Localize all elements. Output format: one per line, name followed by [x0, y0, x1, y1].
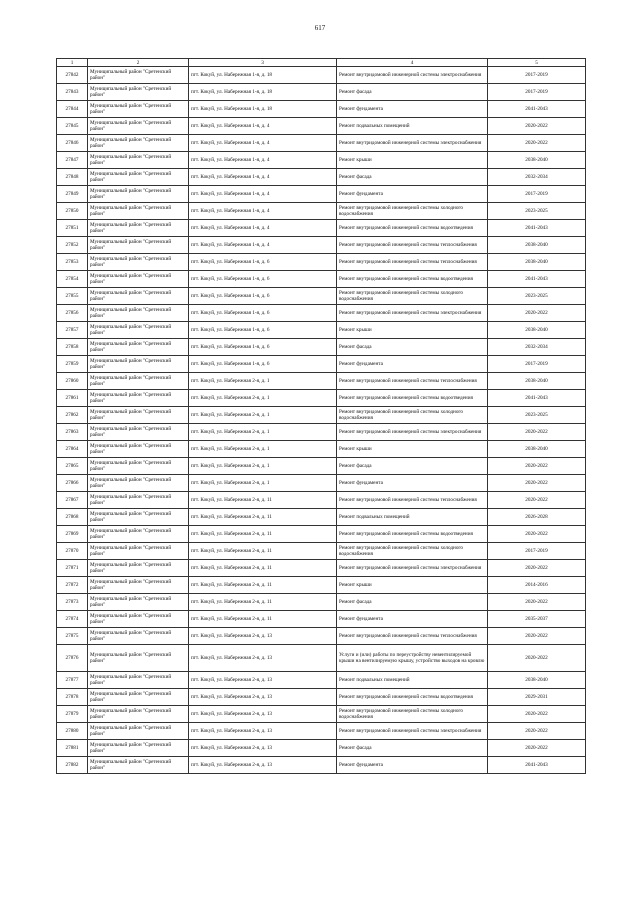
table-row	[57, 152, 586, 169]
address-cell: пгт. Кокуй, ул. Набережная 2-я, д. 11	[189, 577, 337, 594]
address-cell: пгт. Кокуй, ул. Набережная 1-я, д. 6	[189, 305, 337, 322]
municipality-cell: Муниципальный район "Сретенский район"	[88, 152, 189, 169]
table-row	[57, 492, 586, 509]
table-row	[57, 526, 586, 543]
table-row	[57, 356, 586, 373]
work-type-cell: Ремонт внутридомовой инженерной системы водоотведения	[337, 271, 488, 288]
period-cell: 2038-2040	[488, 373, 586, 390]
work-type-cell: Ремонт фасада	[337, 169, 488, 186]
table-row	[57, 322, 586, 339]
column-header: 3	[189, 59, 337, 67]
period-cell: 2038-2040	[488, 254, 586, 271]
row-number: 27859	[57, 356, 88, 373]
row-number: 27848	[57, 169, 88, 186]
period-cell: 2020-2022	[488, 706, 586, 723]
period-cell: 2038-2040	[488, 152, 586, 169]
row-number: 27845	[57, 118, 88, 135]
period-cell: 2020-2022	[488, 723, 586, 740]
address-cell: пгт. Кокуй, ул. Набережная 2-я, д. 13	[189, 740, 337, 757]
period-cell: 2017-2019	[488, 84, 586, 101]
table-row	[57, 339, 586, 356]
municipality-cell: Муниципальный район "Сретенский район"	[88, 757, 189, 774]
work-type-cell: Ремонт внутридомовой инженерной системы водоотведения	[337, 390, 488, 407]
municipality-cell: Муниципальный район "Сретенский район"	[88, 611, 189, 628]
work-type-cell: Ремонт внутридомовой инженерной системы электроснабжения	[337, 135, 488, 152]
municipality-cell: Муниципальный район "Сретенский район"	[88, 441, 189, 458]
work-type-cell: Ремонт фасада	[337, 740, 488, 757]
address-cell: пгт. Кокуй, ул. Набережная 2-я, д. 11	[189, 543, 337, 560]
row-number: 27864	[57, 441, 88, 458]
period-cell: 2020-2022	[488, 645, 586, 672]
municipality-cell: Муниципальный район "Сретенский район"	[88, 220, 189, 237]
table-row	[57, 390, 586, 407]
table-row	[57, 118, 586, 135]
address-cell: пгт. Кокуй, ул. Набережная 2-я, д. 13	[189, 706, 337, 723]
table-row	[57, 186, 586, 203]
period-cell: 2020-2022	[488, 560, 586, 577]
address-cell: пгт. Кокуй, ул. Набережная 1-я, д. 4	[189, 169, 337, 186]
work-type-cell: Ремонт крыши	[337, 152, 488, 169]
period-cell: 2032-2034	[488, 339, 586, 356]
row-number: 27882	[57, 757, 88, 774]
table-row	[57, 220, 586, 237]
work-type-cell: Ремонт фундамента	[337, 186, 488, 203]
municipality-cell: Муниципальный район "Сретенский район"	[88, 492, 189, 509]
municipality-cell: Муниципальный район "Сретенский район"	[88, 237, 189, 254]
municipality-cell: Муниципальный район "Сретенский район"	[88, 135, 189, 152]
row-number: 27877	[57, 672, 88, 689]
work-type-cell: Ремонт внутридомовой инженерной системы водоотведения	[337, 220, 488, 237]
work-type-cell: Ремонт внутридомовой инженерной системы теплоснабжения	[337, 373, 488, 390]
period-cell: 2041-2043	[488, 101, 586, 118]
work-type-cell: Ремонт внутридомовой инженерной системы электроснабжения	[337, 723, 488, 740]
period-cell: 2038-2040	[488, 441, 586, 458]
row-number: 27852	[57, 237, 88, 254]
address-cell: пгт. Кокуй, ул. Набережная 2-я, д. 11	[189, 526, 337, 543]
row-number: 27879	[57, 706, 88, 723]
row-number: 27862	[57, 407, 88, 424]
address-cell: пгт. Кокуй, ул. Набережная 1-я, д. 4	[189, 118, 337, 135]
table-row	[57, 577, 586, 594]
work-type-cell: Ремонт фасада	[337, 339, 488, 356]
row-number: 27854	[57, 271, 88, 288]
address-cell: пгт. Кокуй, ул. Набережная 1-я, д. 18	[189, 101, 337, 118]
period-cell: 2038-2040	[488, 237, 586, 254]
municipality-cell: Муниципальный район "Сретенский район"	[88, 101, 189, 118]
address-cell: пгт. Кокуй, ул. Набережная 2-я, д. 13	[189, 689, 337, 706]
address-cell: пгт. Кокуй, ул. Набережная 1-я, д. 6	[189, 322, 337, 339]
column-header: 5	[488, 59, 586, 67]
municipality-cell: Муниципальный район "Сретенский район"	[88, 84, 189, 101]
address-cell: пгт. Кокуй, ул. Набережная 2-я, д. 11	[189, 560, 337, 577]
address-cell: пгт. Кокуй, ул. Набережная 2-я, д. 11	[189, 492, 337, 509]
table-row	[57, 594, 586, 611]
table-row	[57, 271, 586, 288]
municipality-cell: Муниципальный район "Сретенский район"	[88, 672, 189, 689]
municipality-cell: Муниципальный район "Сретенский район"	[88, 543, 189, 560]
address-cell: пгт. Кокуй, ул. Набережная 2-я, д. 1	[189, 475, 337, 492]
table-row	[57, 645, 586, 672]
work-type-cell: Ремонт внутридомовой инженерной системы водоотведения	[337, 526, 488, 543]
table-header-row	[57, 59, 586, 67]
table-row	[57, 560, 586, 577]
table-row	[57, 509, 586, 526]
table-row	[57, 84, 586, 101]
period-cell: 2020-2022	[488, 475, 586, 492]
table-row	[57, 628, 586, 645]
work-type-cell: Ремонт внутридомовой инженерной системы холодного водоснабжения	[337, 288, 488, 305]
municipality-cell: Муниципальный район "Сретенский район"	[88, 271, 189, 288]
work-type-cell: Ремонт внутридомовой инженерной системы электроснабжения	[337, 305, 488, 322]
table-row	[57, 611, 586, 628]
address-cell: пгт. Кокуй, ул. Набережная 2-я, д. 1	[189, 390, 337, 407]
row-number: 27858	[57, 339, 88, 356]
row-number: 27849	[57, 186, 88, 203]
row-number: 27860	[57, 373, 88, 390]
row-number: 27850	[57, 203, 88, 220]
municipality-cell: Муниципальный район "Сретенский район"	[88, 475, 189, 492]
table-row	[57, 757, 586, 774]
row-number: 27861	[57, 390, 88, 407]
address-cell: пгт. Кокуй, ул. Набережная 2-я, д. 1	[189, 373, 337, 390]
municipality-cell: Муниципальный район "Сретенский район"	[88, 740, 189, 757]
period-cell: 2017-2019	[488, 356, 586, 373]
table-row	[57, 237, 586, 254]
address-cell: пгт. Кокуй, ул. Набережная 1-я, д. 4	[189, 203, 337, 220]
row-number: 27857	[57, 322, 88, 339]
row-number: 27847	[57, 152, 88, 169]
municipality-cell: Муниципальный район "Сретенский район"	[88, 594, 189, 611]
table-row	[57, 475, 586, 492]
work-type-cell: Ремонт крыши	[337, 322, 488, 339]
table-row	[57, 254, 586, 271]
table-row	[57, 706, 586, 723]
work-type-cell: Ремонт внутридомовой инженерной системы электроснабжения	[337, 424, 488, 441]
row-number: 27866	[57, 475, 88, 492]
municipality-cell: Муниципальный район "Сретенский район"	[88, 339, 189, 356]
period-cell: 2023-2025	[488, 288, 586, 305]
period-cell: 2020-2022	[488, 740, 586, 757]
work-type-cell: Ремонт внутридомовой инженерной системы холодного водоснабжения	[337, 407, 488, 424]
work-type-cell: Ремонт внутридомовой инженерной системы теплоснабжения	[337, 492, 488, 509]
municipality-cell: Муниципальный район "Сретенский район"	[88, 706, 189, 723]
municipality-cell: Муниципальный район "Сретенский район"	[88, 390, 189, 407]
period-cell: 2023-2025	[488, 407, 586, 424]
row-number: 27874	[57, 611, 88, 628]
row-number: 27873	[57, 594, 88, 611]
work-type-cell: Ремонт внутридомовой инженерной системы теплоснабжения	[337, 254, 488, 271]
period-cell: 2020-2022	[488, 305, 586, 322]
period-cell: 2020-2022	[488, 628, 586, 645]
address-cell: пгт. Кокуй, ул. Набережная 1-я, д. 18	[189, 67, 337, 84]
work-type-cell: Ремонт подвальных помещений	[337, 118, 488, 135]
address-cell: пгт. Кокуй, ул. Набережная 2-я, д. 1	[189, 441, 337, 458]
work-type-cell: Ремонт внутридомовой инженерной системы водоотведения	[337, 689, 488, 706]
municipality-cell: Муниципальный район "Сретенский район"	[88, 407, 189, 424]
work-type-cell: Ремонт внутридомовой инженерной системы холодного водоснабжения	[337, 706, 488, 723]
table-row	[57, 305, 586, 322]
address-cell: пгт. Кокуй, ул. Набережная 2-я, д. 1	[189, 407, 337, 424]
address-cell: пгт. Кокуй, ул. Набережная 1-я, д. 4	[189, 237, 337, 254]
row-number: 27872	[57, 577, 88, 594]
column-header: 4	[337, 59, 488, 67]
table-row	[57, 740, 586, 757]
address-cell: пгт. Кокуй, ул. Набережная 2-я, д. 1	[189, 458, 337, 475]
period-cell: 2020-2022	[488, 458, 586, 475]
period-cell: 2020-2022	[488, 118, 586, 135]
work-type-cell: Ремонт фундамента	[337, 356, 488, 373]
municipality-cell: Муниципальный район "Сретенский район"	[88, 305, 189, 322]
column-header: 1	[57, 59, 88, 67]
period-cell: 2026-2028	[488, 509, 586, 526]
period-cell: 2014-2016	[488, 577, 586, 594]
municipality-cell: Муниципальный район "Сретенский район"	[88, 169, 189, 186]
municipality-cell: Муниципальный район "Сретенский район"	[88, 509, 189, 526]
row-number: 27880	[57, 723, 88, 740]
table-row	[57, 135, 586, 152]
municipality-cell: Муниципальный район "Сретенский район"	[88, 689, 189, 706]
table-row	[57, 288, 586, 305]
period-cell: 2017-2019	[488, 67, 586, 84]
municipality-cell: Муниципальный район "Сретенский район"	[88, 203, 189, 220]
row-number: 27871	[57, 560, 88, 577]
address-cell: пгт. Кокуй, ул. Набережная 1-я, д. 6	[189, 288, 337, 305]
municipality-cell: Муниципальный район "Сретенский район"	[88, 560, 189, 577]
period-cell: 2020-2022	[488, 135, 586, 152]
row-number: 27870	[57, 543, 88, 560]
address-cell: пгт. Кокуй, ул. Набережная 2-я, д. 11	[189, 509, 337, 526]
row-number: 27856	[57, 305, 88, 322]
period-cell: 2041-2043	[488, 390, 586, 407]
period-cell: 2017-2019	[488, 543, 586, 560]
work-type-cell: Ремонт фундамента	[337, 611, 488, 628]
municipality-cell: Муниципальный район "Сретенский район"	[88, 288, 189, 305]
row-number: 27868	[57, 509, 88, 526]
period-cell: 2029-2031	[488, 689, 586, 706]
period-cell: 2020-2022	[488, 492, 586, 509]
municipality-cell: Муниципальный район "Сретенский район"	[88, 118, 189, 135]
row-number: 27844	[57, 101, 88, 118]
table-row	[57, 458, 586, 475]
work-type-cell: Ремонт крыши	[337, 441, 488, 458]
municipality-cell: Муниципальный район "Сретенский район"	[88, 526, 189, 543]
address-cell: пгт. Кокуй, ул. Набережная 2-я, д. 13	[189, 645, 337, 672]
municipality-cell: Муниципальный район "Сретенский район"	[88, 628, 189, 645]
period-cell: 2041-2043	[488, 220, 586, 237]
row-number: 27865	[57, 458, 88, 475]
row-number: 27853	[57, 254, 88, 271]
row-number: 27876	[57, 645, 88, 672]
address-cell: пгт. Кокуй, ул. Набережная 1-я, д. 18	[189, 84, 337, 101]
work-type-cell: Услуги и (или) работы по переустройству невентилируемой крыши на вентилируемую крышу, устройство выходов на кровлю	[337, 645, 488, 672]
work-type-cell: Ремонт внутридомовой инженерной системы теплоснабжения	[337, 628, 488, 645]
row-number: 27851	[57, 220, 88, 237]
row-number: 27855	[57, 288, 88, 305]
row-number: 27867	[57, 492, 88, 509]
table-row	[57, 543, 586, 560]
address-cell: пгт. Кокуй, ул. Набережная 1-я, д. 4	[189, 186, 337, 203]
address-cell: пгт. Кокуй, ул. Набережная 1-я, д. 6	[189, 271, 337, 288]
table-row	[57, 672, 586, 689]
address-cell: пгт. Кокуй, ул. Набережная 2-я, д. 13	[189, 723, 337, 740]
address-cell: пгт. Кокуй, ул. Набережная 2-я, д. 13	[189, 628, 337, 645]
period-cell: 2038-2040	[488, 322, 586, 339]
work-type-cell: Ремонт фасада	[337, 458, 488, 475]
table-row	[57, 424, 586, 441]
row-number: 27863	[57, 424, 88, 441]
table-row	[57, 723, 586, 740]
work-type-cell: Ремонт фундамента	[337, 101, 488, 118]
registry-table	[56, 58, 586, 774]
table-row	[57, 169, 586, 186]
address-cell: пгт. Кокуй, ул. Набережная 1-я, д. 4	[189, 135, 337, 152]
municipality-cell: Муниципальный район "Сретенский район"	[88, 356, 189, 373]
address-cell: пгт. Кокуй, ул. Набережная 2-я, д. 13	[189, 672, 337, 689]
address-cell: пгт. Кокуй, ул. Набережная 1-я, д. 6	[189, 356, 337, 373]
municipality-cell: Муниципальный район "Сретенский район"	[88, 458, 189, 475]
period-cell: 2041-2043	[488, 757, 586, 774]
period-cell: 2017-2019	[488, 186, 586, 203]
work-type-cell: Ремонт фасада	[337, 594, 488, 611]
period-cell: 2035-2037	[488, 611, 586, 628]
address-cell: пгт. Кокуй, ул. Набережная 2-я, д. 1	[189, 424, 337, 441]
work-type-cell: Ремонт подвальных помещений	[337, 509, 488, 526]
period-cell: 2020-2022	[488, 526, 586, 543]
period-cell: 2032-2034	[488, 169, 586, 186]
table-body	[57, 67, 586, 774]
municipality-cell: Муниципальный район "Сретенский район"	[88, 254, 189, 271]
work-type-cell: Ремонт фундамента	[337, 757, 488, 774]
address-cell: пгт. Кокуй, ул. Набережная 2-я, д. 11	[189, 594, 337, 611]
period-cell: 2023-2025	[488, 203, 586, 220]
period-cell: 2038-2040	[488, 672, 586, 689]
work-type-cell: Ремонт внутридомовой инженерной системы холодного водоснабжения	[337, 203, 488, 220]
table-row	[57, 441, 586, 458]
work-type-cell: Ремонт внутридомовой инженерной системы электроснабжения	[337, 67, 488, 84]
work-type-cell: Ремонт внутридомовой инженерной системы теплоснабжения	[337, 237, 488, 254]
table-row	[57, 689, 586, 706]
municipality-cell: Муниципальный район "Сретенский район"	[88, 322, 189, 339]
address-cell: пгт. Кокуй, ул. Набережная 1-я, д. 4	[189, 220, 337, 237]
municipality-cell: Муниципальный район "Сретенский район"	[88, 373, 189, 390]
row-number: 27878	[57, 689, 88, 706]
row-number: 27846	[57, 135, 88, 152]
table-row	[57, 373, 586, 390]
work-type-cell: Ремонт фундамента	[337, 475, 488, 492]
period-cell: 2020-2022	[488, 424, 586, 441]
municipality-cell: Муниципальный район "Сретенский район"	[88, 577, 189, 594]
page-number: 617	[314, 24, 326, 32]
row-number: 27881	[57, 740, 88, 757]
table-row	[57, 67, 586, 84]
table-row	[57, 203, 586, 220]
address-cell: пгт. Кокуй, ул. Набережная 1-я, д. 6	[189, 339, 337, 356]
row-number: 27869	[57, 526, 88, 543]
table-row	[57, 101, 586, 118]
work-type-cell: Ремонт внутридомовой инженерной системы электроснабжения	[337, 560, 488, 577]
municipality-cell: Муниципальный район "Сретенский район"	[88, 67, 189, 84]
row-number: 27843	[57, 84, 88, 101]
municipality-cell: Муниципальный район "Сретенский район"	[88, 424, 189, 441]
address-cell: пгт. Кокуй, ул. Набережная 2-я, д. 13	[189, 757, 337, 774]
work-type-cell: Ремонт крыши	[337, 577, 488, 594]
address-cell: пгт. Кокуй, ул. Набережная 1-я, д. 6	[189, 254, 337, 271]
work-type-cell: Ремонт внутридомовой инженерной системы холодного водоснабжения	[337, 543, 488, 560]
period-cell: 2041-2043	[488, 271, 586, 288]
address-cell: пгт. Кокуй, ул. Набережная 1-я, д. 4	[189, 152, 337, 169]
work-type-cell: Ремонт подвальных помещений	[337, 672, 488, 689]
work-type-cell: Ремонт фасада	[337, 84, 488, 101]
table-row	[57, 407, 586, 424]
municipality-cell: Муниципальный район "Сретенский район"	[88, 723, 189, 740]
municipality-cell: Муниципальный район "Сретенский район"	[88, 645, 189, 672]
row-number: 27842	[57, 67, 88, 84]
address-cell: пгт. Кокуй, ул. Набережная 2-я, д. 11	[189, 611, 337, 628]
row-number: 27875	[57, 628, 88, 645]
municipality-cell: Муниципальный район "Сретенский район"	[88, 186, 189, 203]
column-header: 2	[88, 59, 189, 67]
period-cell: 2020-2022	[488, 594, 586, 611]
